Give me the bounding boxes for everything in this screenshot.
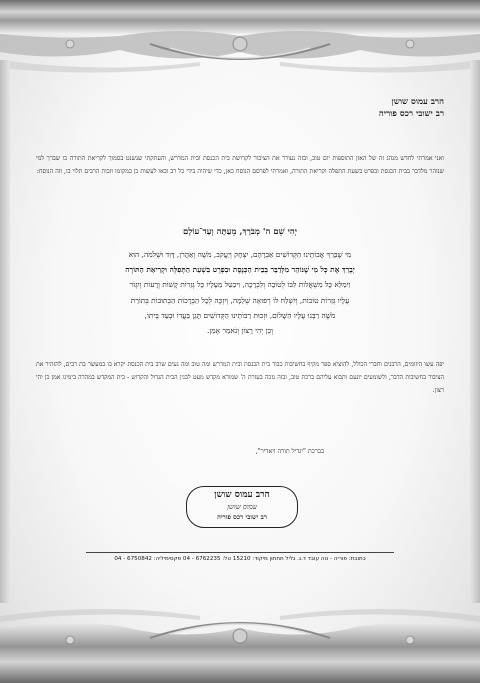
footer-divider [86,552,394,553]
blessing-line: עָלָיו גְּזֵרוֹת טוֹבוֹת, וְיִשְׁלַח לוֹ רְפוּאָה שְׁלֵמָה, וְיִזְכֶּה לְכָל הַבְּרָכוֹת הַכְּתוּבוֹת בְּתוֹרַת [130,295,350,305]
blessing-line: מִי שֶׁבֵּרַךְ אֲבוֹתֵינוּ הַקְּדוֹשִׁים אַבְרָהָם, יִצְחָק וְיַעֲקֹב, מֹשֶׁה וְאַהֲרֹן, דָּוִד וּשְׁלֹמֹה, הוּא [128,250,352,259]
right-frame-edge [470,60,480,603]
blessing-text [36,247,444,338]
blessing-line: וְכֵן יְהִי רָצוֹן וְנֹאמַר אָמֵן. [207,326,273,336]
sender-block [379,96,444,120]
footer-contact: כתובת: פוריה - נוה עובד ד.נ. גליל תחתון מיקוד: 15210 טל: 6762235 - 04 פקסימיליה: 6750842 - 04 [114,556,366,562]
blessing-heading: יְהִי שֵׁם ה' מְבֹרָךְ, מֵעַתָּה וְעַד־עוֹלָם [183,227,297,237]
closing-paragraph: יפה עשו היזומים, הרבנים וחברי הכולל, להוציא ספר מקיף בחשיבות כבוד בית הכנסת ובית המדרש ומה טוב ומה נעים שרב בית הכנסת יקרא בו במעשר בת רבים, להזהיר את הציבור בחשיבות הדבר, ולשומעים יונעם ותבוא עליהם ברכת טוב, ובזה נזכה בעזרת ה' שמורא מקדש מעט לבנין הבית הגדול והקדוש - בית המקדש במהרה בימינו אמן כן יהי רצון. [36,361,444,394]
top-decorative-frame [0,0,480,78]
stamp-signature: עמוס שושן [227,503,257,511]
blessing-line: מֹשֶׁה רַבֵּנוּ עָלָיו הַשָּׁלוֹם, וּזְכוּת רַבּוֹתֵינוּ הַקְּדוֹשִׁים תָּגֵן בַּעֲדוֹ וּבְעַד בֵּיתוֹ, [144,310,336,320]
stamp-title: רב ישובי רכס פוריה [217,513,267,521]
left-frame-edge [0,60,10,603]
sender-name: הרב עמוס שושן [391,97,444,107]
intro-paragraph: ואני אמרתי לחדש מנהג זה של האזן התוספות יום טוב, ובזה נעורר את הציבור לקדושת בית הכנסת ובית המדרש, והעתקתי שנשנט בסמוך לקריאת התורה כו שברך למי שנוהר מלדבר בבית הכנסת ובפרט בשעת התפלה וקריאת התורה, ואמרתי לפרסם הנוסח כאן, כדי שיהיה בידי כל רב ובאו לעשות כן במקומו וזכות הרבים תלוי בו, וזה הנוסח: [36,155,444,175]
rabbi-stamp [186,486,298,528]
signoff: בברכת "יגדיל תורה ויאדיר", [255,448,324,455]
blessing-line: וִימַלֵּא כָּל מִשְׁאֲלוֹת לִבּוֹ לְטוֹבָה וְלִבְרָכָה, וִיבַטֵּל מֵעָלָיו כָּל גְּזֵרוֹת קָשׁוֹת וְרָעוֹת וְיִגְזֹר [129,280,351,290]
stamp-name: הרב עמוס שושן [214,490,270,500]
bottom-decorative-frame [0,588,480,683]
sender-title: רב ישובי רכס פוריה [378,109,444,119]
blessing-line-bold: יְבָרֵךְ אֶת כָּל מִי שֶׁנּוֹהֵר מִלְּדַבֵּר בְּבֵית הַכְּנֶסֶת וּבִפְרָט בִּשְׁעַת הַתְּפִלָּה וּקְרִיאַת הַתּוֹרָה [125,265,355,275]
